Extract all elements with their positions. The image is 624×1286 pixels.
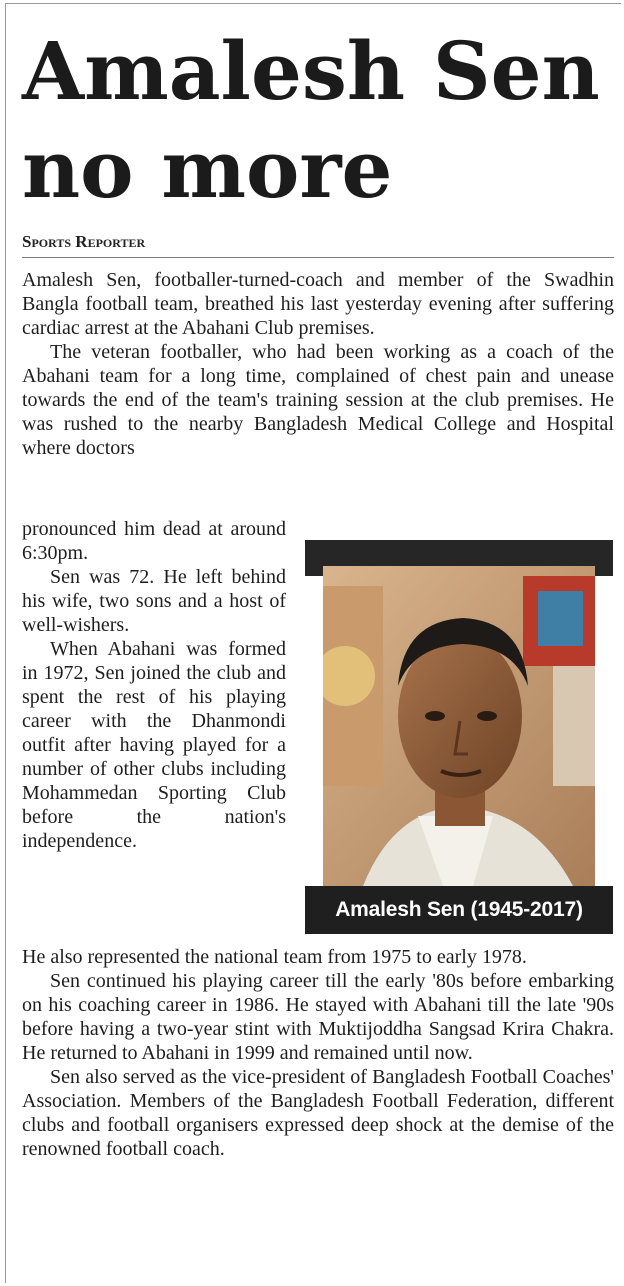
paragraph-2-continued: pronounced him dead at around 6:30pm. [22,518,286,564]
headline [22,22,622,218]
paragraph-6: Sen also served as the vice-president of Bangladesh Football Coaches' Association. Members of the Bangladesh Football Federation, different clubs and football organisers expressed deep shock at the demise of the renowned football coach. [22,1066,614,1160]
article-body-column [22,517,286,853]
byline: Sports Reporter [22,232,146,251]
photo-block [305,540,613,920]
paragraph-5: Sen continued his playing career till the early '80s before embarking on his coaching career in 1986. He stayed with Abahani till the late '90s before having a two-year stint with Muktijoddha Sangsad Krira Chakra. He returned to Abahani in 1999 and remained until now. [22,970,614,1064]
paragraph-2: The veteran footballer, who had been working as a coach of the Abahani team for a long time, complained of chest pain and unease towards the end of the team's training session at the club premises. He was rushed to the nearby Bangladesh Medical College and Hospital where doctors [22,341,614,459]
headline-line-2: no more [22,122,393,216]
portrait-illustration [323,566,595,886]
paragraph-4: When Abahani was formed in 1972, Sen joined the club and spent the rest of his playing career with the Dhanmondi outfit after having played for a number of other clubs including Mohammedan Sporting Club before the nation's independence. [22,638,286,852]
byline-divider [22,257,614,258]
article-body-top [22,268,614,460]
headline-line-1: Amalesh Sen [22,24,600,118]
photo-caption: Amalesh Sen (1945-2017) [305,886,613,934]
paragraph-1: Amalesh Sen, footballer-turned-coach and member of the Swadhin Bangla football team, breathed his last yesterday evening after suffering cardiac arrest at the Abahani Club premises. [22,269,614,339]
paragraph-3: Sen was 72. He left behind his wife, two sons and a host of well-wishers. [22,566,286,636]
portrait-photo [323,566,595,886]
paragraph-4-continued: He also represented the national team from 1975 to early 1978. [22,946,527,968]
article-body-bottom [22,945,614,1161]
